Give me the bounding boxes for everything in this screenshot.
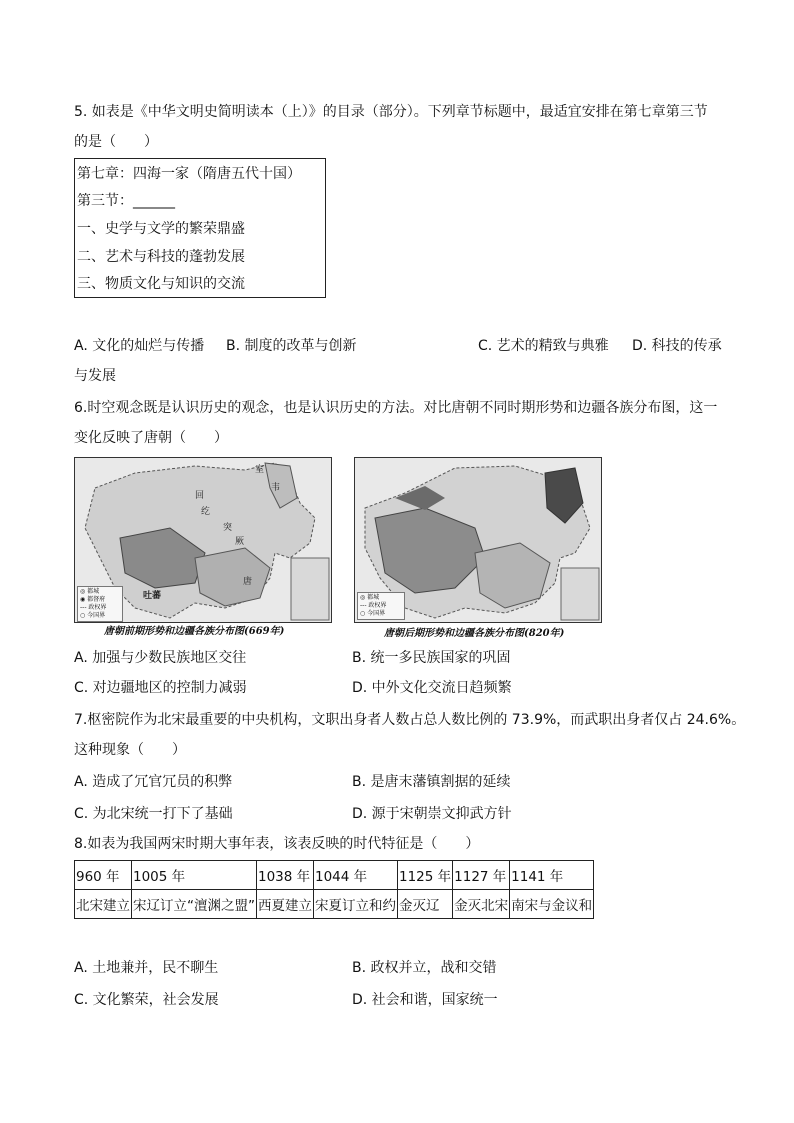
q7-option-a[interactable]: A. 造成了冗官冗员的积弊 [74,774,233,790]
map-late-legend [357,592,405,620]
q7-option-c[interactable]: C. 为北宋统一打下了基础 [74,806,233,822]
legend-item: ○ 今国界 [360,610,386,617]
map-label: 韦 [271,483,281,493]
q5-option-b[interactable]: B. 制度的改革与创新 [226,338,357,354]
q5-table-row: 第三节：______ [77,193,175,210]
q8-option-b[interactable]: B. 政权并立，战和交错 [352,960,497,976]
q5-table-row: 三、物质文化与知识的交流 [77,276,245,293]
q8-option-a[interactable]: A. 土地兼并，民不聊生 [74,960,219,976]
q6-stem-line2: 变化反映了唐朝（ ） [74,430,228,446]
map-late-tang [354,457,602,623]
q5-stem-line1: 5. 如表是《中华文明史简明读本（上）》的目录（部分）。下列章节标题中，最适宜安排在第七章第三节 [74,104,708,120]
q7-stem-line2: 这种现象（ ） [74,742,186,758]
map-label: 回 [195,491,205,501]
map-label: 唐 [243,577,253,587]
map-label: 突 [223,523,233,533]
q5-option-c[interactable]: C. 艺术的精致与典雅 [478,338,609,354]
q5-table-row: 第七章：四海一家（隋唐五代十国） [77,165,301,182]
event-cell: 宋夏订立和约 [314,890,398,919]
year-cell: 1005 年 [132,861,257,890]
legend-item: ◎ 都城 [80,588,100,595]
event-cell: 金灭辽 [398,890,453,919]
event-cell: 西夏建立 [257,890,314,919]
q5-table-row: 二、艺术与科技的蓬勃发展 [77,248,245,265]
legend-item: ○ 今国界 [80,612,106,619]
q5-table-row: 一、史学与文学的繁荣鼎盛 [77,220,245,237]
table-row [75,861,594,890]
q5-option-d-continued: 与发展 [74,368,116,384]
q6-stem-line1: 6.时空观念既是认识历史的观念，也是认识历史的方法。对比唐朝不同时期形势和边疆各族分布图，这一 [74,400,718,416]
q6-option-a[interactable]: A. 加强与少数民族地区交往 [74,650,247,666]
table-row [75,890,594,919]
q7-stem-line1: 7.枢密院作为北宋最重要的中央机构，文职出身者人数占总人数比例的 73.9%，而武职出身者仅占 24.6%。 [74,712,746,728]
map-early-legend [77,586,123,622]
year-cell: 1127 年 [453,861,510,890]
year-cell: 1044 年 [314,861,398,890]
q7-option-b[interactable]: B. 是唐末藩镇割据的延续 [352,774,511,790]
map-label: 室 [255,465,265,475]
q6-option-c[interactable]: C. 对边疆地区的控制力减弱 [74,680,247,696]
q5-option-d[interactable]: D. 科技的传承 [632,338,722,354]
map-label: 吐蕃 [143,591,162,601]
q5-table [74,158,326,298]
q8-option-c[interactable]: C. 文化繁荣，社会发展 [74,992,219,1008]
q8-stem: 8.如表为我国两宋时期大事年表，该表反映的时代特征是（ ） [74,836,480,852]
map-early-caption: 唐朝前期形势和边疆各族分布图(669年) [104,626,285,637]
q6-option-b[interactable]: B. 统一多民族国家的巩固 [352,650,511,666]
q8-timeline-table [74,860,594,919]
year-cell: 1141 年 [510,861,594,890]
legend-item: ◎ 都城 [360,594,380,601]
year-cell: 960 年 [75,861,132,890]
map-label: 厥 [235,537,245,547]
legend-item: --- 政权界 [80,604,107,611]
legend-item: ◉ 都督府 [80,596,106,603]
year-cell: 1038 年 [257,861,314,890]
q5-stem-line2: 的是（ ） [74,134,158,150]
q6-option-d[interactable]: D. 中外文化交流日趋频繁 [352,680,512,696]
q8-option-d[interactable]: D. 社会和谐，国家统一 [352,992,498,1008]
q7-option-d[interactable]: D. 源于宋朝崇文抑武方针 [352,806,512,822]
event-cell: 北宋建立 [75,890,132,919]
map-late-caption: 唐朝后期形势和边疆各族分布图(820年) [384,628,565,639]
q5-option-a[interactable]: A. 文化的灿烂与传播 [74,338,205,354]
legend-item: --- 政权界 [360,602,387,609]
event-cell: 金灭北宋 [453,890,510,919]
map-label: 纥 [201,507,211,517]
map-early-tang [74,457,332,623]
year-cell: 1125 年 [398,861,453,890]
event-cell: 南宋与金议和 [510,890,594,919]
event-cell: 宋辽订立“澶渊之盟” [132,890,257,919]
